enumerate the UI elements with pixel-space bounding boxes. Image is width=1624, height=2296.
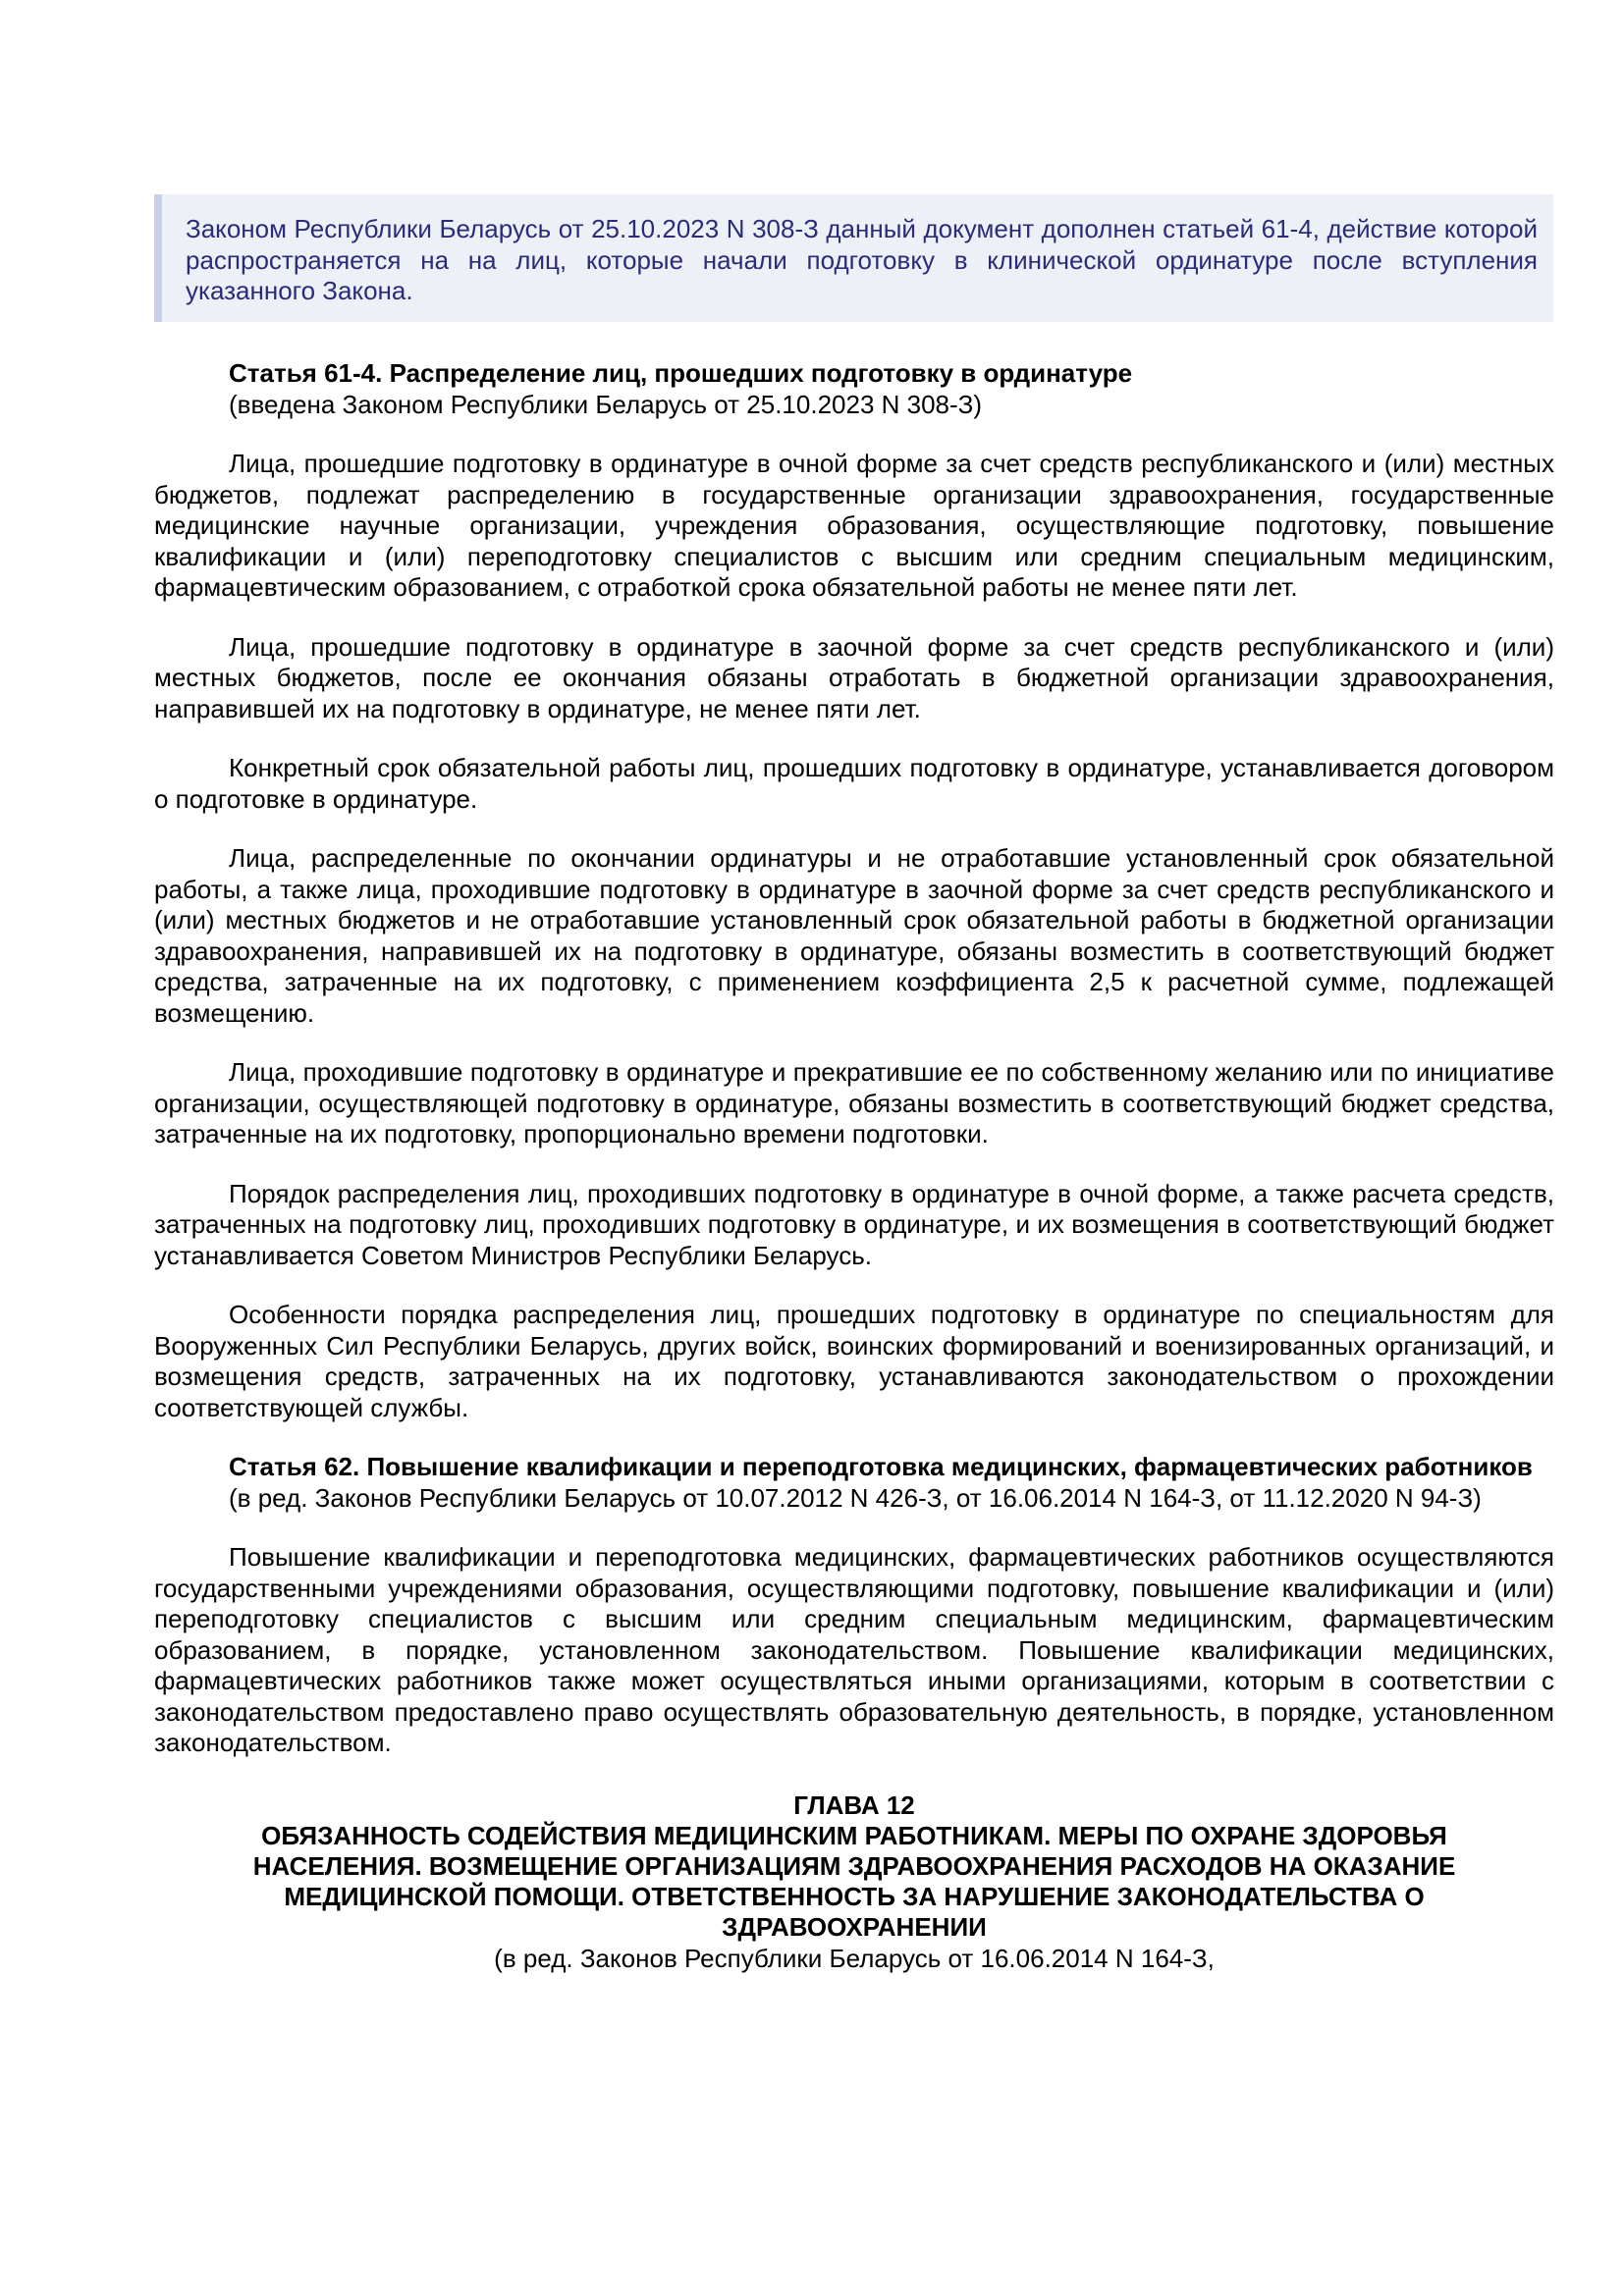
article-61-4-paragraph: Лица, прошедшие подготовку в ординатуре в заочной форме за счет средств республиканского и (или) местных бюджетов, после ее окончания обязаны отработать в бюджетной организации здравоохранения, направившей их на подготовку в ординатуре, не менее пяти лет. <box>154 631 1554 723</box>
document-body <box>154 357 1554 1974</box>
article-61-4-paragraph: Порядок распределения лиц, проходивших подготовку в ординатуре в очной форме, а также расчета средств, затраченных на подготовку лиц, проходивших подготовку в ординатуре, и их возмещения в соответствующий бюджет устанавливается Советом Министров Республики Беларусь. <box>154 1178 1554 1270</box>
article-61-4-note: (введена Законом Республики Беларусь от 25.10.2023 N 308-З) <box>229 390 983 419</box>
article-61-4-paragraph: Лица, прошедшие подготовку в ординатуре в очной форме за счет средств республиканского и (или) местных бюджетов, подлежат распределению в государственные организации здравоохранения, государственные медицинские научные организации, учреждения образования, осуществляющие подготовку, повышение квалификации и (или) переподготовку специалистов с высшим или средним специальным медицинским, фармацевтическим образованием, с отработкой срока обязательной работы не менее пяти лет. <box>154 449 1554 602</box>
chapter-12-number: ГЛАВА 12 <box>793 1789 915 1820</box>
amendment-notice <box>154 194 1553 322</box>
article-61-4-paragraph: Особенности порядка распределения лиц, прошедших подготовку в ординатуре по специальностям для Вооруженных Сил Республики Беларусь, других войск, воинских формирований и военизированных организаций, и возмещения средств, затраченных на их подготовку, устанавливаются законодательством о прохождении соответствующей службы. <box>154 1300 1554 1422</box>
article-61-4-title: Статья 61-4. Распределение лиц, прошедших подготовку в ординатуре <box>229 358 1133 388</box>
article-61-4-paragraph: Лица, распределенные по окончании ординатуры и не отработавшие установленный срок обязательной работы, а также лица, проходившие подготовку в ординатуре в заочной форме за счет средств республиканского и (или) местных бюджетов и не отработавшие установленный срок обязательной работы в бюджетной организации здравоохранения, направившей их на подготовку в ординатуре, обязаны возместить в соответствующий бюджет средства, затраченные на их подготовку, с применением коэффициента 2,5 к расчетной сумме, подлежащей возмещению. <box>154 843 1554 1028</box>
article-61-4-paragraph: Лица, проходившие подготовку в ординатуре и прекратившие ее по собственному желанию или по инициативе организации, осуществляющей подготовку в ординатуре, обязаны возместить в соответствующий бюджет средства, затраченные на их подготовку, пропорционально времени подготовки. <box>154 1057 1554 1148</box>
article-61-4-paragraph: Конкретный срок обязательной работы лиц, прошедших подготовку в ординатуре, устанавливается договором о подготовке в ординатуре. <box>154 753 1554 814</box>
chapter-12-note: (в ред. Законов Республики Беларусь от 16.06.2014 N 164-З, <box>494 1943 1215 1973</box>
article-62-title: Статья 62. Повышение квалификации и переподготовка медицинских, фармацевтических работников <box>229 1452 1533 1481</box>
article-62-note: (в ред. Законов Республики Беларусь от 10.07.2012 N 426-З, от 16.06.2014 N 164-З, от 11.12.2020 N 94-З) <box>229 1483 1482 1513</box>
amendment-notice-text: Законом Республики Беларусь от 25.10.2023 N 308-З данный документ дополнен статьей 61-4, действие которой распространяется на на лиц, которые начали подготовку в клинической ординатуре после вступления указанного Закона. <box>186 214 1538 305</box>
article-62-paragraph: Повышение квалификации и переподготовка медицинских, фармацевтических работников осуществляются государственными учреждениями образования, осуществляющими подготовку, повышение квалификации и (или) переподготовку специалистов с высшим или средним специальным медицинским, фармацевтическим образованием, в порядке, установленном законодательством. Повышение квалификации медицинских, фармацевтических работников также может осуществляться иными организациями, которым в соответствии с законодательством предоставлено право осуществлять образовательную деятельность, в порядке, установленном законодательством. <box>154 1542 1554 1757</box>
chapter-12-title: ОБЯЗАННОСТЬ СОДЕЙСТВИЯ МЕДИЦИНСКИМ РАБОТНИКАМ. МЕРЫ ПО ОХРАНЕ ЗДОРОВЬЯ НАСЕЛЕНИЯ. ВОЗМЕЩЕНИЕ ОРГАНИЗАЦИЯМ ЗДРАВООХРАНЕНИЯ РАСХОДОВ НА ОКАЗАНИЕ МЕДИЦИНСКОЙ ПОМОЩИ. ОТВЕТСТВЕННОСТЬ ЗА НАРУШЕНИЕ ЗАКОНОДАТЕЛЬСТВА О ЗДРАВООХРАНЕНИИ <box>252 1820 1456 1942</box>
